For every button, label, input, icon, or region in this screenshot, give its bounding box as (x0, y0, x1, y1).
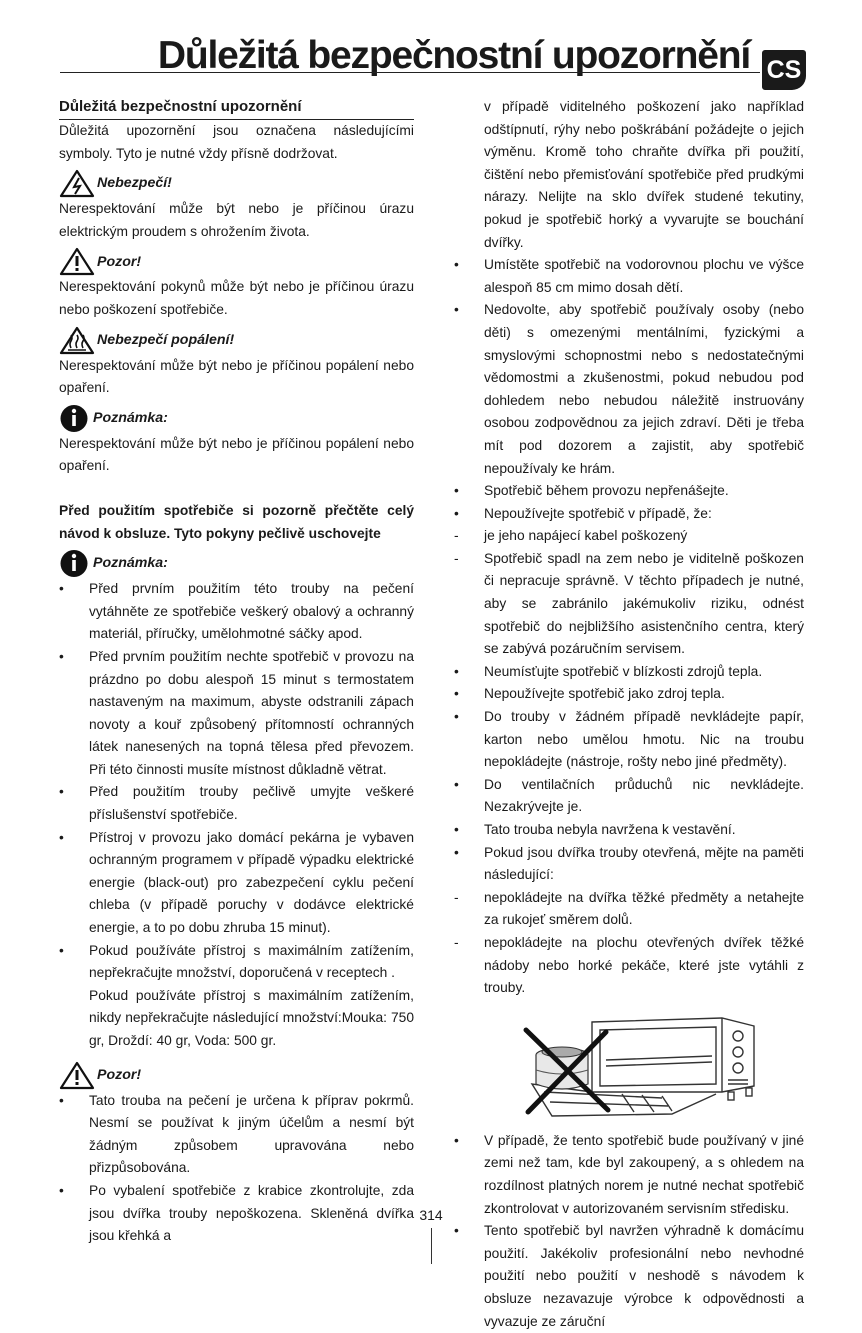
list-item: • Tato trouba nebyla navržena k vestavění. (454, 822, 736, 837)
caution-list (59, 1090, 414, 1248)
note-list (59, 578, 414, 1052)
list-item: • Umístěte spotřebič na vodorovnou plochu ve výšce alespoň 85 cm mimo dosah dětí. (454, 257, 804, 295)
list-item: • Pokud používáte přístroj s maximálním zatížením, nepřekračujte množství, doporučená v receptech . (59, 942, 414, 981)
footer-divider (431, 1228, 432, 1264)
list-item: • Tento spotřebič byl navržen výhradně k domácímu použití. Jakékoliv profesionální nebo nevhodné použití nebo použití v neshodě s návodem k obsluze nezavazuje výrobce k odpovědnosti a vyvazuje ze záruční (454, 1223, 804, 1329)
list-item: • Nedovolte, aby spotřebič používaly osoby (nebo děti) s omezenými mentálními, fyzickými a smyslovými schopnostmi nebo s nedostatečnými vědomostmi a zkušenostmi, pokud nebudou pod dohledem nebo nebudou náležitě instruovány osobou zodpovědnou za jejich zdraví. Děti je třeba mít pod dozorem a zajistit, aby spotřebič nepoužívaly ke hrám. (454, 302, 804, 476)
list-item: • Neumísťujte spotřebič v blízkosti zdrojů tepla. (454, 663, 763, 679)
note-symbol (59, 404, 414, 433)
safety-list (454, 96, 804, 1000)
safety-list-continued (454, 1130, 804, 1333)
symbol-label: Pozor! (97, 253, 142, 270)
danger-symbol (59, 169, 414, 198)
title-rule (60, 72, 760, 73)
note-symbol (59, 549, 414, 578)
list-item: • Do trouby v žádném případě nevkládejte papír, karton nebo umělou hmotu. Nic na troubu nepokládejte (nástroje, rošty nebo jiné předměty). (454, 709, 804, 770)
list-item: • Do ventilačních průduchů nic nevkládejte. Nezakrývejte je. (454, 776, 804, 815)
caution-symbol (59, 1061, 414, 1090)
list-item: • Nepoužívejte spotřebič v případě, že: (454, 505, 712, 521)
list-item-continuation: Pokud používáte přístroj s maximálním zatížením, nikdy nepřekračujte následující množství:Mouka: 750 gr, Droždí: 40 gr, Voda: 500 gr. (89, 987, 414, 1048)
list-item: • Spotřebič během provozu nepřenášejte. (454, 483, 729, 499)
info-icon (59, 404, 91, 433)
list-item: - Spotřebič spadl na zem nebo je viditelně poškozen či nepracuje správně. V těchto případech je nutné, aby se zabránilo jakémukoliv riziku, odnést spotřebič do nejbližšího asistenčního centra, který se zabývá pozáručním servisem. (454, 550, 804, 657)
oven-door-illustration (522, 1012, 762, 1120)
warning-hot-icon (59, 326, 95, 355)
symbol-label: Poznámka: (93, 555, 168, 572)
symbol-label: Nebezpečí popálení! (97, 331, 235, 348)
symbol-text: Nerespektování může být nebo je příčinou úrazu elektrickým proudem s ohrožením života. (59, 201, 414, 239)
list-item: - nepokládejte na plochu otevřených dvířek těžké nádoby nebo horké pekáče, které jste vytáhli z trouby. (454, 934, 804, 996)
symbol-text: Nerespektování může být nebo je příčinou popálení nebo opaření. (59, 435, 414, 474)
list-item: • V případě, že tento spotřebič bude používaný v jiné zemi než tam, kde byl zakoupený, a s ohledem na rozdílnost platných norem je nutné nechat spotřebič zkontrolovat v autorizovaném servisním středisku. (454, 1132, 804, 1216)
symbol-text: Nerespektování může být nebo je příčinou popálení nebo opaření. (59, 357, 414, 396)
list-item: • Před prvním použitím nechte spotřebič v provozu na prázdno po dobu alespoň 15 minut s termostatem nastaveným na maximum, abyste odstranili zápach novoty a kouř způsobený přítomností ochranných látek nanesených na topná tělesa před převozem. Při této činnosti musíte místnost důkladně větrat. (59, 648, 414, 777)
list-item: • Před použitím trouby pečlivě umyjte veškeré příslušenství spotřebiče. (59, 784, 414, 823)
list-item: - nepokládejte na dvířka těžké předměty a netahejte za rukojeť směrem dolů. (454, 889, 804, 928)
language-badge: CS (762, 50, 806, 90)
info-icon (59, 549, 91, 578)
symbol-text: Nerespektování pokynů může být nebo je příčinou úrazu nebo poškození spotřebiče. (59, 279, 414, 317)
before-use-heading: Před použitím spotřebiče si pozorně přečtěte celý návod k obsluze. Tyto pokyny pečlivě uschovejte (59, 502, 414, 541)
symbol-label: Pozor! (97, 1066, 142, 1083)
list-item: • Pokud jsou dvířka trouby otevřená, mějte na paměti následující: (454, 844, 804, 883)
list-item: • Po vybalení spotřebiče z krabice zkontrolujte, zda jsou dvířka trouby nepoškozena. Skleněná dvířka jsou křehká a (59, 1182, 414, 1244)
right-column (454, 96, 804, 1333)
section-title: Důležitá bezpečnostní upozornění (59, 96, 414, 120)
list-item: • Přístroj v provozu jako domácí pekárna je vybaven ochranným programem v případě výpadku elektrické energie (black-out) pro zabezpečení cyklu pečení chleba (v případě poruchy v dodávce elektrické energie, a to po dobu zhruba 15 minut). (59, 829, 414, 936)
warning-electric-icon (59, 169, 95, 198)
page-number: 314 (419, 1207, 443, 1223)
warning-icon (59, 247, 95, 276)
list-item: • Tato trouba na pečení je určena k příprav pokrmů. Nesmí se používat k jiným účelům a nesmí být žádným způsobem upravována nebo přizpůsobována. (59, 1092, 414, 1176)
list-item: • Nepoužívejte spotřebič jako zdroj tepla. (454, 686, 725, 702)
list-item: • Před prvním použitím této trouby na pečení vytáhněte ze spotřebiče veškerý obalový a ochranný materiál, příručky, umělohmotné sáčky apod. (59, 581, 414, 642)
list-item-continuation: v případě viditelného poškození jako například odštípnutí, rýhy nebo poškrábání požádejte o jejich výměnu. Kromě toho chraňte dvířka při použití, čištění nebo přemisťování spotřebiče před prudkými nárazy. Nelijte na sklo dvířek studené tekutiny, pokud je spotřebič horký a vyvarujte se bouchání dvířky. (484, 99, 804, 250)
list-item: - je jeho napájecí kabel poškozený (454, 528, 688, 544)
burn-symbol (59, 326, 414, 355)
left-column (59, 96, 414, 1248)
symbol-label: Nebezpečí! (97, 175, 172, 192)
warning-icon (59, 1061, 95, 1090)
page-title: Důležitá bezpečnostní upozornění (157, 34, 750, 77)
symbol-label: Poznámka: (93, 409, 168, 426)
caution-symbol (59, 247, 414, 276)
intro-text: Důležitá upozornění jsou označena následujícími symboly. Tyto je nutné vždy přísně dodržovat. (59, 123, 414, 161)
